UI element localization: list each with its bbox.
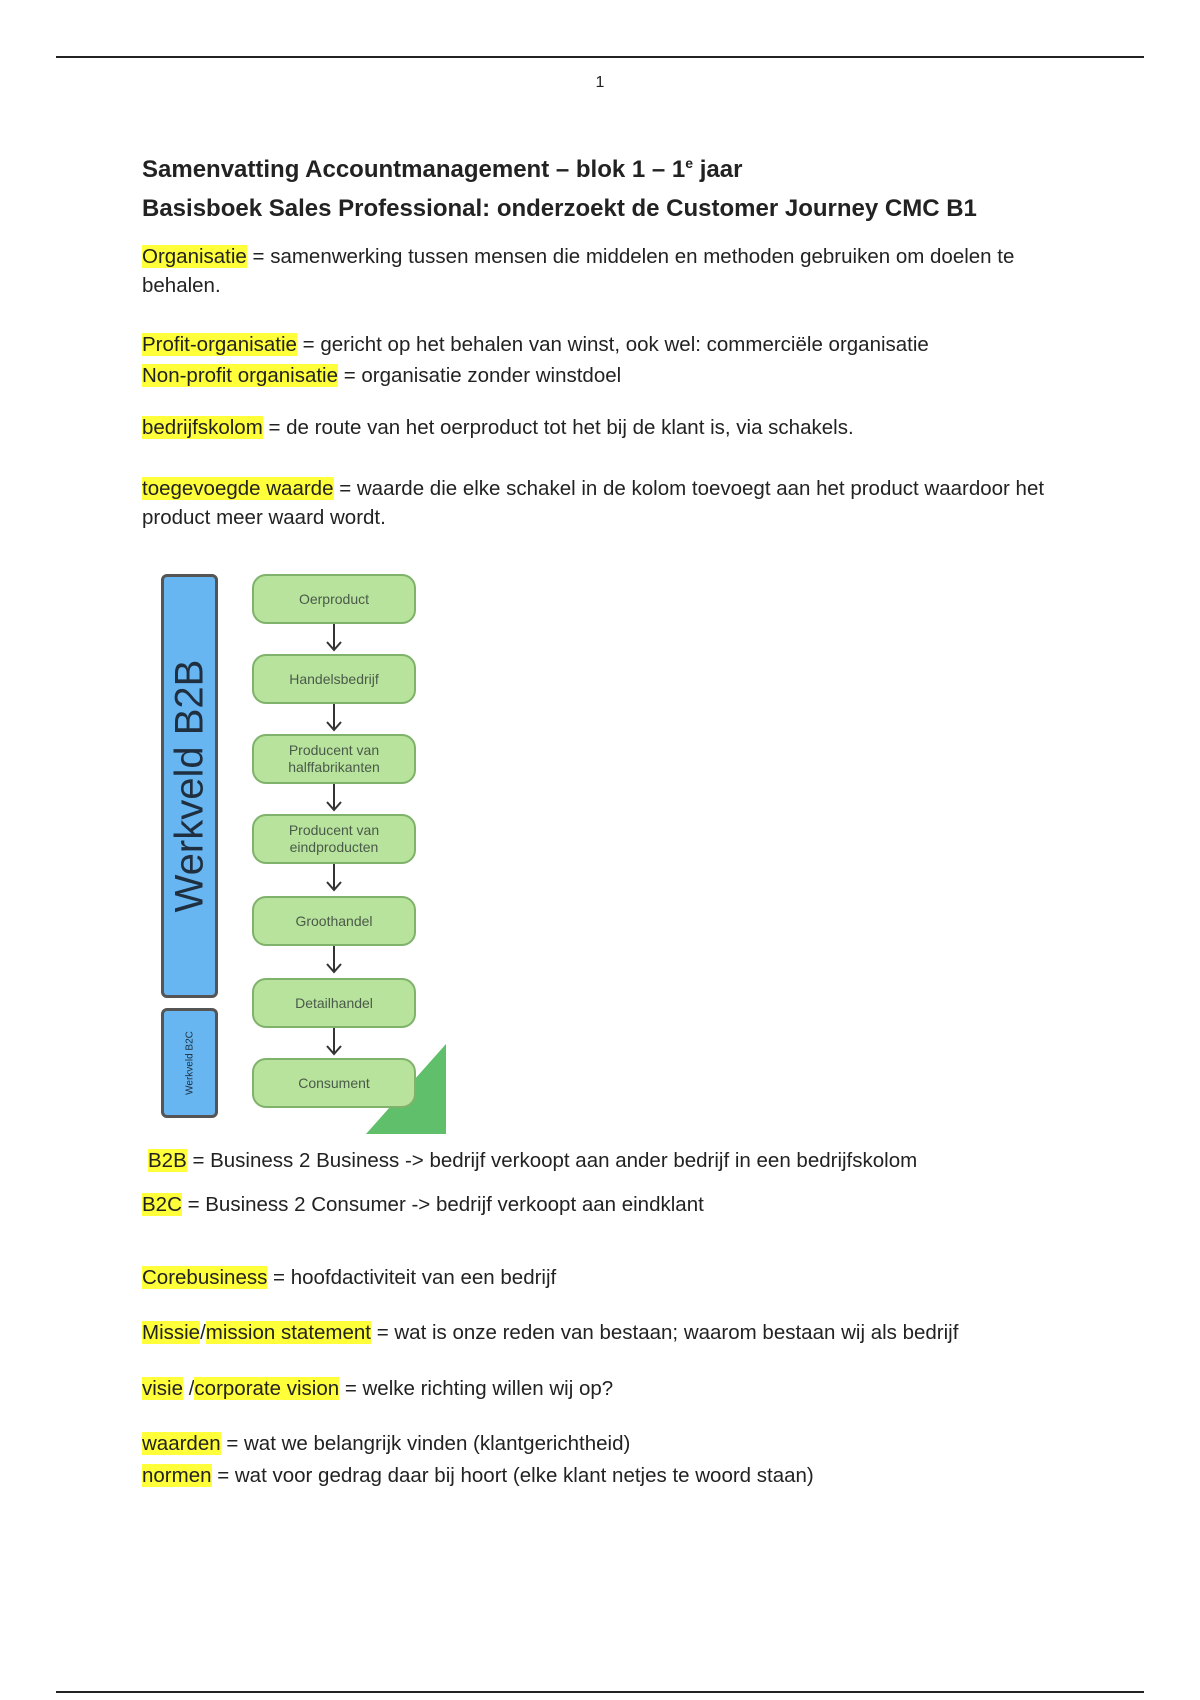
def-b2c: B2C = Business 2 Consumer -> bedrijf verkoopt aan eindklant — [142, 1193, 704, 1216]
arrow-down-icon — [326, 704, 342, 732]
document-title: Samenvatting Accountmanagement – blok 1 – 1e jaar — [142, 155, 743, 183]
arrow-down-icon — [326, 946, 342, 974]
step-detailhandel: Detailhandel — [252, 978, 416, 1028]
arrow-down-icon — [326, 1028, 342, 1056]
step-groothandel: Groothandel — [252, 896, 416, 946]
step-handelsbedrijf: Handelsbedrijf — [252, 654, 416, 704]
def-toegevoegde-waarde: toegevoegde waarde = waarde die elke schakel in de kolom toevoegt aan het product waardoor het product meer waard wordt. — [142, 477, 1045, 529]
def-missie: Missie/mission statement = wat is onze reden van bestaan; waarom bestaan wij als bedrijf — [142, 1321, 959, 1344]
def-bedrijfskolom: bedrijfskolom = de route van het oerproduct tot het bij de klant is, via schakels. — [142, 416, 854, 439]
step-producent-eindproducten: Producent van eindproducten — [252, 814, 416, 864]
step-producent-halffabrikanten: Producent van halffabrikanten — [252, 734, 416, 784]
def-visie: visie /corporate vision = welke richting willen wij op? — [142, 1377, 614, 1400]
bedrijfskolom-diagram — [156, 566, 446, 1136]
arrow-down-icon — [326, 864, 342, 892]
arrow-down-icon — [326, 624, 342, 652]
def-b2b: B2B = Business 2 Business -> bedrijf verkoopt aan ander bedrijf in een bedrijfskolom — [148, 1149, 918, 1172]
def-organisatie: Organisatie = samenwerking tussen mensen die middelen en methoden gebruiken om doelen te behalen. — [142, 245, 1015, 297]
def-waarden: waarden = wat we belangrijk vinden (klantgerichtheid) — [142, 1432, 631, 1455]
title-block — [142, 144, 977, 228]
def-nonprofit: Non-profit organisatie = organisatie zonder winstdoel — [142, 364, 622, 387]
page-number: 1 — [595, 74, 605, 91]
werkveld-b2c-bar: Werkveld B2C — [161, 1008, 218, 1118]
def-corebusiness: Corebusiness = hoofdactiviteit van een bedrijf — [142, 1266, 557, 1289]
step-consument: Consument — [252, 1058, 416, 1108]
document-subtitle: Basisboek Sales Professional: onderzoekt de Customer Journey CMC B1 — [142, 195, 977, 222]
werkveld-b2b-bar: Werkveld B2B — [161, 574, 218, 998]
top-rule — [56, 56, 1144, 58]
bottom-rule — [56, 1691, 1144, 1693]
def-normen: normen = wat voor gedrag daar bij hoort (elke klant netjes te woord staan) — [142, 1464, 814, 1487]
arrow-down-icon — [326, 784, 342, 812]
def-profit: Profit-organisatie = gericht op het behalen van winst, ook wel: commerciële organisatie — [142, 333, 929, 356]
step-oerproduct: Oerproduct — [252, 574, 416, 624]
